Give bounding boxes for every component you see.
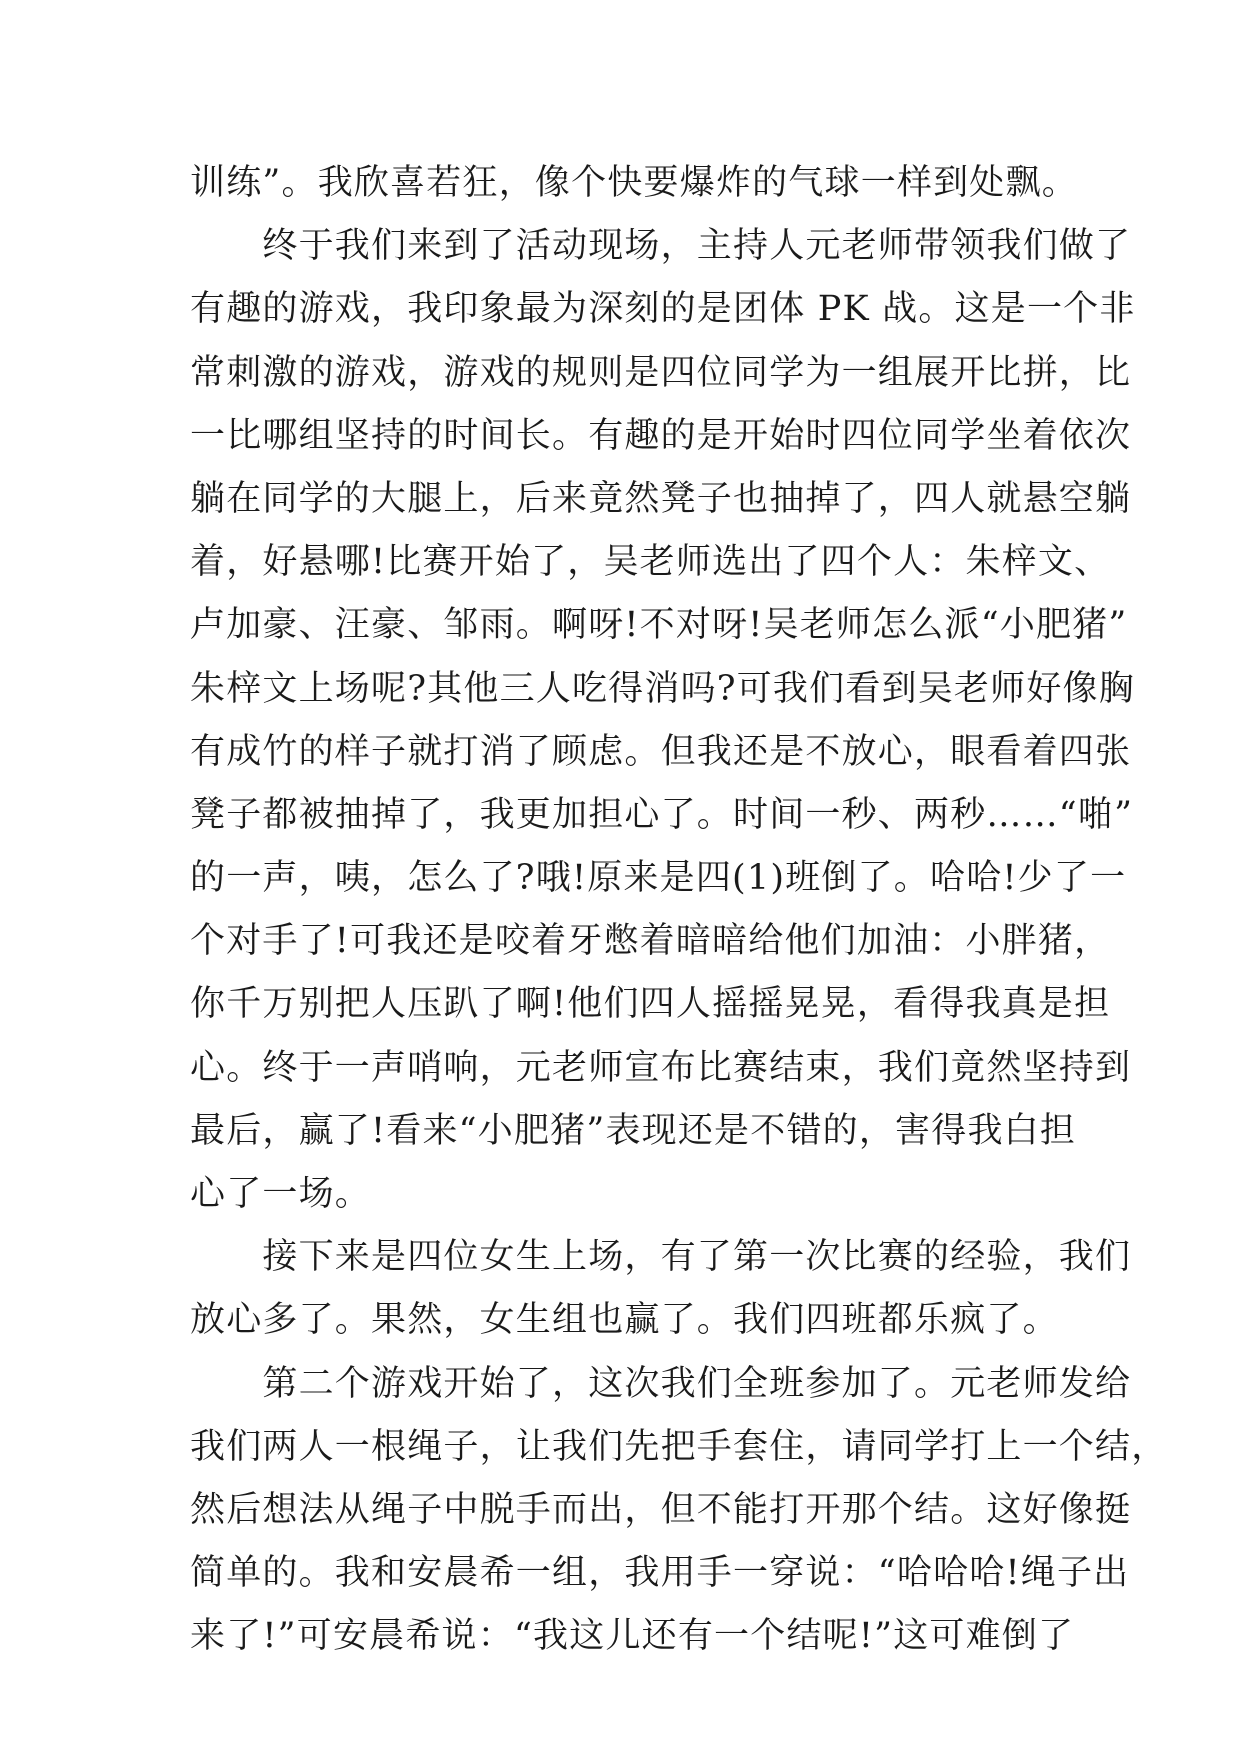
text-line: 接下来是四位女生上场，有了第一次比赛的经验，我们 bbox=[190, 1237, 1132, 1278]
text-line: 训练”。我欣喜若狂，像个快要爆炸的气球一样到处飘。 bbox=[190, 163, 1078, 203]
text-line: 心。终于一声哨响，元老师宣布比赛结束，我们竟然坚持到 bbox=[190, 1047, 1132, 1088]
text-line: 来了!”可安晨希说：“我这儿还有一个结呢!”这可难倒了 bbox=[190, 1616, 1075, 1657]
body-text bbox=[190, 152, 1168, 1669]
text-line: 凳子都被抽掉了，我更加担心了。时间一秒、两秒……“啪” bbox=[190, 794, 1134, 835]
text-line: 你千万别把人压趴了啊!他们四人摇摇晃晃，看得我真是担 bbox=[190, 984, 1111, 1025]
text-line: 第二个游戏开始了，这次我们全班参加了。元老师发给 bbox=[190, 1363, 1132, 1404]
text-line: 简单的。我和安晨希一组，我用手一穿说：“哈哈哈!绳子出 bbox=[190, 1553, 1130, 1594]
text-line: 终于我们来到了活动现场，主持人元老师带领我们做了 bbox=[190, 226, 1132, 267]
text-line: 有成竹的样子就打消了顾虑。但我还是不放心，眼看着四张 bbox=[190, 731, 1132, 772]
text-line: 放心多了。果然，女生组也赢了。我们四班都乐疯了。 bbox=[190, 1300, 1059, 1341]
text-line: 个对手了!可我还是咬着牙憋着暗暗给他们加油：小胖猪， bbox=[190, 921, 1111, 962]
text-line: 心了一场。 bbox=[190, 1174, 372, 1214]
text-line: 有趣的游戏，我印象最为深刻的是团体 PK 战。这是一个非 bbox=[190, 289, 1136, 330]
text-line: 着，好悬哪!比赛开始了，吴老师选出了四个人：朱梓文、 bbox=[190, 542, 1111, 583]
text-line: 躺在同学的大腿上，后来竟然凳子也抽掉了，四人就悬空躺 bbox=[190, 478, 1132, 519]
text-line: 的一声，咦，怎么了?哦!原来是四(1)班倒了。哈哈!少了一 bbox=[190, 858, 1127, 899]
text-line: 最后，赢了!看来“小肥猪”表现还是不错的，害得我白担 bbox=[190, 1110, 1077, 1151]
text-line: 我们两人一根绳子，让我们先把手套住，请同学打上一个结， bbox=[190, 1426, 1168, 1467]
text-line: 常刺激的游戏，游戏的规则是四位同学为一组展开比拼，比 bbox=[190, 352, 1132, 393]
text-line: 卢加豪、汪豪、邹雨。啊呀!不对呀!吴老师怎么派“小肥猪” bbox=[190, 605, 1128, 646]
text-line: 一比哪组坚持的时间长。有趣的是开始时四位同学坐着依次 bbox=[190, 415, 1132, 456]
text-line: 朱梓文上场呢?其他三人吃得消吗?可我们看到吴老师好像胸 bbox=[190, 668, 1135, 709]
text-line: 然后想法从绳子中脱手而出，但不能打开那个结。这好像挺 bbox=[190, 1489, 1132, 1530]
